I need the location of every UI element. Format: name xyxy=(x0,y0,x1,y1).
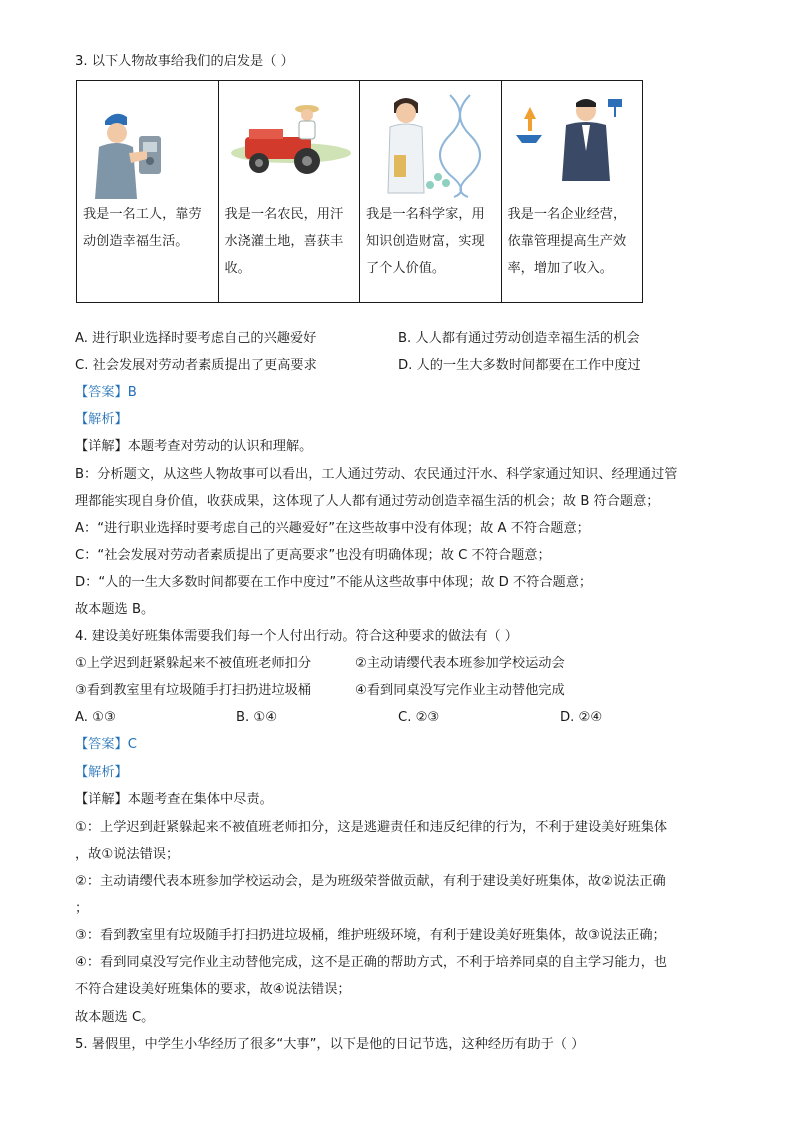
q3-option-c[interactable]: C. 社会发展对劳动者素质提出了更高要求 xyxy=(75,358,317,373)
q3-option-d[interactable]: D. 人的一生大多数时间都要在工作中度过 xyxy=(398,358,641,373)
q3-explain-d: D：“人的一生大多数时间都要在工作中度过”不能从这些故事中体现；故 D 不符合题意； xyxy=(75,575,593,590)
q4-statement-4: ④看到同桌没写完作业主动替他完成 xyxy=(355,683,565,698)
story-text-scientist: 我是一名科学家，用知识创造财富，实现了个人价值。 xyxy=(366,207,485,276)
q4-option-c[interactable]: C. ②③ xyxy=(398,710,440,725)
q3-explain-a: A：“进行职业选择时要考虑自己的兴趣爱好”在这些故事中没有体现；故 A 不符合题意； xyxy=(75,521,590,536)
farmer-illustration xyxy=(219,81,360,201)
q4-explain-4-a: ④：看到同桌没写完作业主动替他完成，这不是正确的帮助方式，不利于培养同桌的自主学习能力，也 xyxy=(75,955,668,970)
q3-option-b[interactable]: B. 人人都有通过劳动创造幸福生活的机会 xyxy=(398,331,640,346)
q4-detail: 【详解】本题考查在集体中尽责。 xyxy=(75,792,273,807)
q4-explain-1-b: ，故①说法错误； xyxy=(75,847,180,862)
q3-explain-c: C：“社会发展对劳动者素质提出了更高要求”也没有明确体现；故 C 不符合题意； xyxy=(75,548,551,563)
q3-option-a[interactable]: A. 进行职业选择时要考虑自己的兴趣爱好 xyxy=(75,331,317,346)
q4-answer: 【答案】C xyxy=(75,737,137,752)
q4-explain-2-a: ②：主动请缨代表本班参加学校运动会，是为班级荣誉做贡献，有利于建设美好班集体，故②说法正确 xyxy=(75,874,666,889)
q3-analysis-heading: 【解析】 xyxy=(75,412,128,427)
q3-conclusion: 故本题选 B。 xyxy=(75,602,155,617)
q3-story-table xyxy=(76,80,643,303)
story-cell-manager xyxy=(501,81,643,303)
story-text-worker: 我是一名工人，靠劳动创造幸福生活。 xyxy=(83,207,202,249)
scientist-illustration xyxy=(360,81,501,201)
q4-option-d[interactable]: D. ②④ xyxy=(560,710,603,725)
q3-explain-b-1: B：分析题文，从这些人物故事可以看出，工人通过劳动、农民通过汗水、科学家通过知识、经理通过管 xyxy=(75,467,678,482)
story-cell-farmer xyxy=(218,81,360,303)
q4-statement-1: ①上学迟到赶紧躲起来不被值班老师扣分 xyxy=(75,656,312,671)
q4-analysis-heading: 【解析】 xyxy=(75,765,128,780)
q4-explain-1-a: ①：上学迟到赶紧躲起来不被值班老师扣分，这是逃避责任和违反纪律的行为，不利于建设美好班集体 xyxy=(75,820,668,835)
q4-option-a[interactable]: A. ①③ xyxy=(75,710,116,725)
q4-explain-3: ③：看到教室里有垃圾随手打扫扔进垃圾桶，维护班级环境，有利于建设美好班集体，故③说法正确； xyxy=(75,928,666,943)
worker-illustration xyxy=(77,81,218,201)
q4-explain-2-b: ； xyxy=(75,901,89,916)
q3-explain-b-2: 理都能实现自身价值，收获成果，这体现了人人都有通过劳动创造幸福生活的机会；故 B 符合题意； xyxy=(75,494,660,509)
q5-question: 5. 暑假里，中学生小华经历了很多“大事”，以下是他的日记节选，这种经历有助于（ ） xyxy=(75,1037,585,1052)
q4-statement-3: ③看到教室里有垃圾随手打扫扔进垃圾桶 xyxy=(75,683,312,698)
story-cell-scientist xyxy=(360,81,502,303)
story-text-farmer: 我是一名农民，用汗水浇灌土地，喜获丰收。 xyxy=(224,207,344,276)
q4-conclusion: 故本题选 C。 xyxy=(75,1010,155,1025)
q4-option-b[interactable]: B. ①④ xyxy=(236,710,278,725)
q4-question: 4. 建设美好班集体需要我们每一个人付出行动。符合这种要求的做法有（ ） xyxy=(75,629,518,644)
q4-statement-2: ②主动请缨代表本班参加学校运动会 xyxy=(355,656,565,671)
q3-question: 3. 以下人物故事给我们的启发是（ ） xyxy=(75,54,294,69)
q3-answer: 【答案】B xyxy=(75,385,137,400)
story-text-manager: 我是一名企业经营，依靠管理提高生产效率，增加了收入。 xyxy=(507,207,627,276)
q4-explain-4-b: 不符合建设美好班集体的要求，故④说法错误； xyxy=(75,982,351,997)
story-cell-worker xyxy=(77,81,219,303)
manager-illustration xyxy=(502,81,643,201)
q3-detail: 【详解】本题考查对劳动的认识和理解。 xyxy=(75,439,313,454)
